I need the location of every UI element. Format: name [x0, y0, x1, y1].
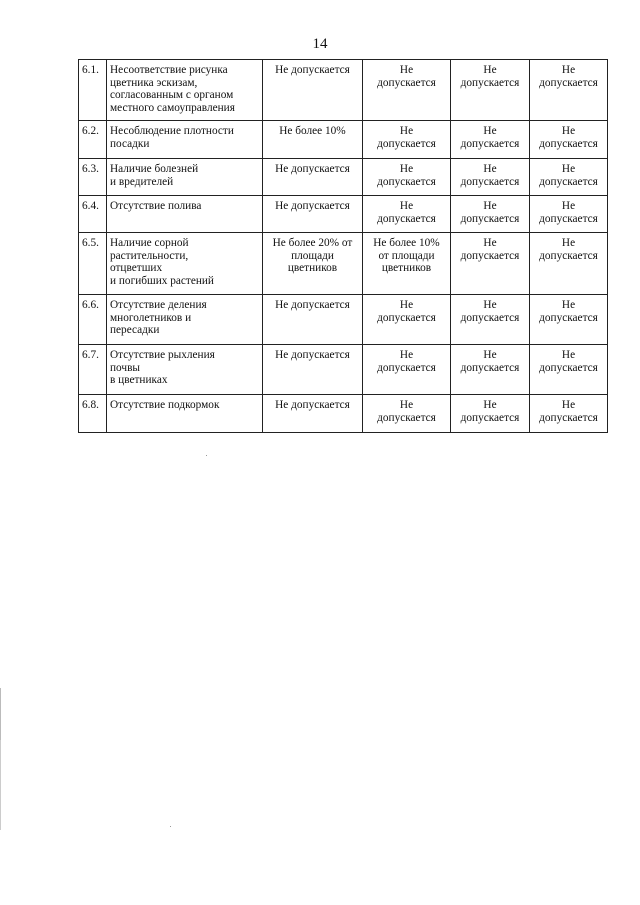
table-row [79, 295, 608, 345]
requirement-cell-3: Не допускается [451, 233, 530, 295]
table-row [79, 60, 608, 121]
row-number-cell: 6.8. [79, 395, 107, 433]
description-cell: Наличие болезней и вредителей [107, 159, 263, 196]
row-number-cell: 6.4. [79, 196, 107, 233]
description-cell: Отсутствие рыхления почвы в цветниках [107, 345, 263, 395]
requirement-cell-3: Не допускается [451, 395, 530, 433]
requirement-cell-4: Не допускается [530, 159, 608, 196]
requirement-cell-1: Не более 20% от площади цветников [263, 233, 363, 295]
requirement-cell-4: Не допускается [530, 395, 608, 433]
description-cell: Отсутствие полива [107, 196, 263, 233]
page-number: 14 [312, 36, 328, 52]
description-cell: Несоответствие рисунка цветника эскизам, согласованным с органом местного самоуправления [107, 60, 263, 121]
requirement-cell-1: Не допускается [263, 60, 363, 121]
requirement-cell-4: Не допускается [530, 233, 608, 295]
table-body [79, 60, 608, 433]
row-number-cell: 6.6. [79, 295, 107, 345]
requirement-cell-2: Не допускается [363, 60, 451, 121]
requirement-cell-1: Не допускается [263, 395, 363, 433]
table-row [79, 395, 608, 433]
row-number-cell: 6.1. [79, 60, 107, 121]
requirement-cell-4: Не допускается [530, 60, 608, 121]
requirement-cell-1: Не допускается [263, 159, 363, 196]
table-row [79, 196, 608, 233]
requirement-cell-1: Не допускается [263, 345, 363, 395]
requirement-cell-3: Не допускается [451, 121, 530, 159]
table-row [79, 233, 608, 295]
requirement-cell-4: Не допускается [530, 121, 608, 159]
requirement-cell-2: Не допускается [363, 295, 451, 345]
requirement-cell-3: Не допускается [451, 295, 530, 345]
row-number-cell: 6.5. [79, 233, 107, 295]
requirement-cell-2: Не более 10% от площади цветников [363, 233, 451, 295]
requirement-cell-2: Не допускается [363, 121, 451, 159]
requirement-cell-3: Не допускается [451, 196, 530, 233]
scan-speck [206, 455, 207, 456]
description-cell: Отсутствие деления многолетников и пересадки [107, 295, 263, 345]
row-number-cell: 6.7. [79, 345, 107, 395]
requirement-cell-2: Не допускается [363, 196, 451, 233]
requirement-cell-4: Не допускается [530, 196, 608, 233]
requirement-cell-4: Не допускается [530, 345, 608, 395]
description-cell: Несоблюдение плотности посадки [107, 121, 263, 159]
row-number-cell: 6.2. [79, 121, 107, 159]
table-row [79, 159, 608, 196]
requirement-cell-1: Не допускается [263, 295, 363, 345]
requirement-cell-2: Не допускается [363, 159, 451, 196]
requirements-table [78, 59, 608, 433]
requirement-cell-3: Не допускается [451, 60, 530, 121]
scan-margin-mark [0, 688, 1, 740]
description-cell: Наличие сорной растительности, отцветших и погибших растений [107, 233, 263, 295]
scan-margin-mark [0, 740, 1, 830]
row-number-cell: 6.3. [79, 159, 107, 196]
table-row [79, 121, 608, 159]
requirement-cell-3: Не допускается [451, 345, 530, 395]
requirement-cell-2: Не допускается [363, 345, 451, 395]
requirement-cell-4: Не допускается [530, 295, 608, 345]
description-cell: Отсутствие подкормок [107, 395, 263, 433]
requirement-cell-1: Не более 10% [263, 121, 363, 159]
table-row [79, 345, 608, 395]
requirement-cell-1: Не допускается [263, 196, 363, 233]
scan-speck [170, 826, 171, 827]
requirement-cell-3: Не допускается [451, 159, 530, 196]
requirement-cell-2: Не допускается [363, 395, 451, 433]
